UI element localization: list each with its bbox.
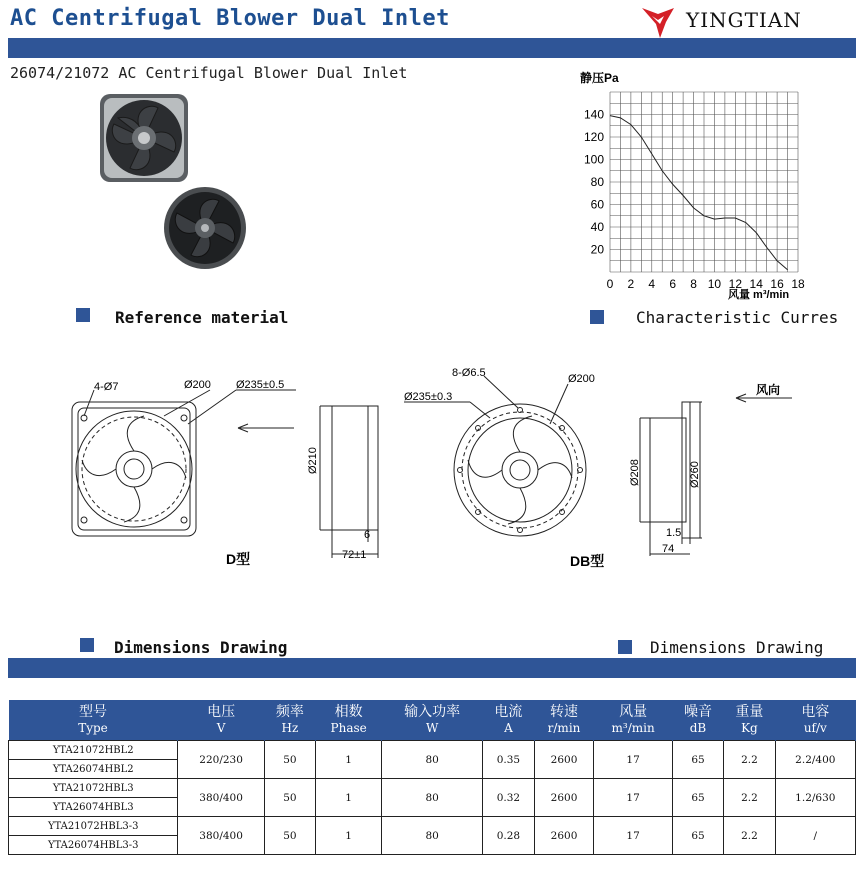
table-header-cell — [594, 700, 672, 741]
phase-cell: 1 — [316, 741, 382, 779]
header-cn: 电容 — [801, 704, 830, 720]
curve-label: Characteristic Curres — [636, 308, 839, 327]
d-side-dia: Ø210 — [307, 447, 319, 474]
header-cn: 频率 — [275, 704, 304, 720]
header-en: dB — [689, 721, 707, 735]
chart-x-tick-label: 14 — [749, 277, 763, 291]
chart-y-tick-label: 100 — [583, 152, 604, 167]
chart-x-tick-label: 8 — [690, 277, 697, 291]
dimensions-label-left: Dimensions Drawing — [114, 638, 288, 657]
power-cell: 80 — [382, 741, 483, 779]
db-depth-dim: 74 — [662, 543, 675, 555]
header-cn: 风量 — [619, 704, 648, 720]
db-inner-dim: Ø200 — [568, 373, 595, 385]
table-header-cell — [534, 700, 594, 741]
chart-xlabel: 风量 m³/min — [728, 289, 790, 301]
table-header-cell — [775, 700, 855, 741]
header-cn: 型号 — [78, 704, 107, 720]
d-inner-dim: Ø200 — [184, 379, 211, 391]
chart-y-tick-label: 120 — [583, 130, 604, 144]
table-header-cell — [724, 700, 775, 741]
header-cn: 重量 — [735, 704, 764, 720]
table-header-cell — [483, 700, 534, 741]
table-row — [9, 741, 856, 760]
airflow-cell: 17 — [594, 779, 672, 817]
d-holes-dim: 4-Ø7 — [94, 381, 119, 393]
chart-x-tick-label: 2 — [627, 277, 635, 291]
header-cn: 噪音 — [684, 704, 712, 720]
type-cell: YTA21072HBL2 — [9, 741, 178, 760]
phase-cell: 1 — [316, 817, 382, 855]
phase-cell: 1 — [316, 779, 382, 817]
header-cn: 转速 — [550, 704, 579, 720]
brand-name: YINGTIAN — [686, 8, 802, 32]
chart-x-tick-label: 16 — [770, 277, 784, 291]
chart-x-tick-label: 0 — [606, 277, 614, 291]
speed-cell: 2600 — [534, 741, 594, 779]
capacitor-cell: / — [775, 817, 855, 855]
capacitor-cell: 2.2/400 — [775, 741, 855, 779]
header-en: Hz — [281, 721, 299, 735]
table-header-cell — [382, 700, 483, 741]
table-top-bar — [8, 658, 856, 678]
chart-y-ticks — [584, 108, 604, 257]
voltage-cell: 380/400 — [178, 779, 264, 817]
airflow-cell: 17 — [594, 741, 672, 779]
hz-cell: 50 — [264, 779, 315, 817]
header-en: W — [425, 721, 439, 735]
type-cell: YTA26074HBL2 — [9, 760, 178, 779]
chart-y-tick-label: 20 — [590, 242, 604, 257]
header-en: m³/min — [611, 721, 655, 735]
type-cell: YTA21072HBL3 — [9, 779, 178, 798]
header-cn: 输入功率 — [404, 704, 461, 720]
current-cell: 0.35 — [483, 741, 534, 779]
header-en: Type — [78, 721, 108, 735]
chart-y-tick-label: 80 — [590, 175, 604, 189]
hz-cell: 50 — [264, 741, 315, 779]
chart-x-tick-label: 12 — [728, 277, 743, 291]
dimensions-marker-left — [80, 638, 94, 652]
chart-x-tick-label: 4 — [648, 277, 656, 291]
voltage-cell: 220/230 — [178, 741, 264, 779]
chart-y-tick-label: 60 — [590, 197, 604, 212]
dimensions-marker-right — [618, 640, 632, 654]
table-header-row — [9, 700, 856, 741]
db-holes-dim: 8-Ø6.5 — [452, 367, 486, 379]
table-header-cell — [9, 700, 178, 741]
table-row — [9, 817, 856, 836]
header-en: uf/v — [803, 721, 827, 735]
chart-y-tick-label: 40 — [590, 220, 604, 234]
d-type-drawing — [60, 360, 400, 580]
d-depth-dim: 72±1 — [342, 549, 367, 561]
characteristic-chart — [570, 66, 810, 306]
type-cell: YTA26074HBL3 — [9, 798, 178, 817]
capacitor-cell: 1.2/630 — [775, 779, 855, 817]
db-outer-dim: Ø235±0.3 — [404, 391, 453, 403]
header-en: Kg — [741, 721, 758, 735]
table-header-cell — [316, 700, 382, 741]
table-header-cell — [178, 700, 264, 741]
db-model-label: DB型 — [570, 553, 605, 569]
chart-grid — [610, 92, 798, 272]
header-bar — [8, 38, 856, 58]
header-en: r/min — [547, 721, 581, 735]
header-en: V — [216, 721, 226, 735]
round-fan-photo — [163, 185, 247, 271]
header-cn: 相数 — [334, 704, 363, 720]
reference-marker — [76, 308, 90, 322]
header-cn: 电流 — [494, 704, 523, 720]
d-model-label: D型 — [226, 551, 251, 567]
brand-logo — [638, 4, 678, 40]
page-title: AC Centrifugal Blower Dual Inlet — [10, 6, 450, 31]
db-side-dia1: Ø208 — [629, 459, 641, 486]
chart-y-tick-label: 140 — [583, 107, 604, 122]
chart-ylabel: 静压Pa — [580, 71, 619, 85]
noise-cell: 65 — [672, 741, 723, 779]
voltage-cell: 380/400 — [178, 817, 264, 855]
db-type-drawing — [400, 360, 800, 580]
reference-label: Reference material — [115, 308, 289, 327]
header-cn: 电压 — [207, 704, 236, 720]
weight-cell: 2.2 — [724, 779, 775, 817]
chart-x-tick-label: 10 — [707, 277, 722, 291]
speed-cell: 2600 — [534, 817, 594, 855]
curve-marker — [590, 310, 604, 324]
chart-series-line — [610, 116, 788, 270]
weight-cell: 2.2 — [724, 817, 775, 855]
weight-cell: 2.2 — [724, 741, 775, 779]
chart-x-tick-label: 18 — [791, 277, 805, 291]
current-cell: 0.28 — [483, 817, 534, 855]
current-cell: 0.32 — [483, 779, 534, 817]
header-en: A — [504, 721, 513, 735]
header-en: Phase — [330, 721, 367, 735]
db-side-dia2: Ø260 — [689, 461, 701, 488]
d-outer-dim: Ø235±0.5 — [236, 379, 285, 391]
power-cell: 80 — [382, 817, 483, 855]
type-cell: YTA21072HBL3-3 — [9, 817, 178, 836]
spec-table — [8, 700, 856, 855]
db-flange-dim: 1.5 — [666, 527, 682, 539]
hz-cell: 50 — [264, 817, 315, 855]
table-header-cell — [672, 700, 723, 741]
dimensions-label-right: Dimensions Drawing — [650, 638, 824, 657]
power-cell: 80 — [382, 779, 483, 817]
product-subtitle: 26074/21072 AC Centrifugal Blower Dual Inlet — [10, 64, 408, 82]
table-body — [9, 741, 856, 855]
square-fan-photo — [98, 92, 190, 184]
airflow-cell: 17 — [594, 817, 672, 855]
type-cell: YTA26074HBL3-3 — [9, 836, 178, 855]
wind-direction-label: 风向 — [756, 383, 781, 397]
chart-x-tick-label: 6 — [669, 277, 677, 291]
d-flange-dim: 6 — [364, 529, 371, 541]
noise-cell: 65 — [672, 817, 723, 855]
noise-cell: 65 — [672, 779, 723, 817]
table-row — [9, 779, 856, 798]
table-header-cell — [264, 700, 315, 741]
speed-cell: 2600 — [534, 779, 594, 817]
